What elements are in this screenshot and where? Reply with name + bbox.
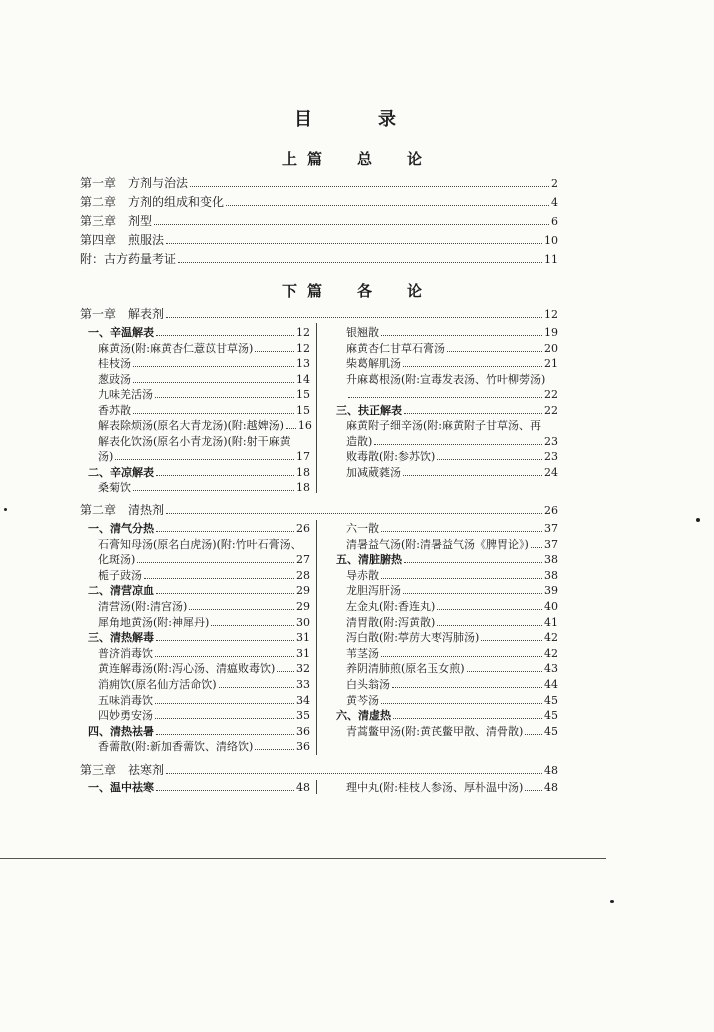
toc-entry-label: 九味羌活汤 xyxy=(98,388,153,401)
toc-entry xyxy=(346,522,558,536)
dot-leader xyxy=(403,466,542,476)
toc-entry-page: 48 xyxy=(296,781,310,794)
toc-entry-label: 一、辛温解表 xyxy=(88,326,154,339)
dot-leader xyxy=(404,553,542,563)
toc-entry-label: 麻黄汤(附:麻黄杏仁薏苡甘草汤) xyxy=(98,341,254,355)
dot-leader xyxy=(154,215,549,225)
toc-entry xyxy=(98,600,310,614)
toc-entry xyxy=(88,584,310,598)
dot-leader xyxy=(190,177,549,187)
toc-entry xyxy=(346,342,558,356)
toc-entry-page: 31 xyxy=(296,646,310,660)
toc-entry-label: 消痈饮(原名仙方活命饮) xyxy=(98,678,217,691)
dot-leader xyxy=(447,342,542,352)
toc-entry xyxy=(346,538,558,552)
toc-entry-label: 四、清热祛暑 xyxy=(88,724,154,738)
column-divider xyxy=(316,780,317,794)
toc-entry xyxy=(346,435,558,449)
toc-entry: 解表化饮汤(原名小青龙汤)(附:射干麻黄 xyxy=(98,434,291,448)
dot-leader xyxy=(525,781,542,791)
toc-entry-page: 36 xyxy=(296,724,310,738)
toc-entry xyxy=(80,252,558,267)
toc-entry-page: 38 xyxy=(544,553,558,567)
toc-entry-page: 19 xyxy=(544,326,558,339)
toc-entry-label: 白头翁汤 xyxy=(346,678,390,691)
scan-edge-line xyxy=(0,858,606,859)
dot-leader xyxy=(392,678,542,688)
dot-leader xyxy=(156,522,294,532)
toc-entry xyxy=(336,404,558,418)
toc-entry-page: 12 xyxy=(296,341,310,355)
toc-entry-page: 16 xyxy=(297,419,312,432)
toc-entry xyxy=(346,450,558,464)
toc-entry xyxy=(80,763,558,778)
toc-entry-page: 21 xyxy=(544,357,558,370)
toc-entry xyxy=(88,631,310,645)
toc-entry-label: 柴葛解肌汤 xyxy=(346,357,401,370)
toc-entry-label: 二、辛凉解表 xyxy=(88,465,154,479)
toc-entry-label: 栀子豉汤 xyxy=(98,568,142,582)
toc-entry-label: 六一散 xyxy=(346,522,379,535)
toc-entry-page: 20 xyxy=(544,341,558,355)
dot-leader xyxy=(155,694,294,704)
dot-leader xyxy=(381,522,542,532)
toc-entry xyxy=(346,678,558,692)
toc-entry-page: 45 xyxy=(544,724,558,738)
toc-entry-page: 30 xyxy=(296,615,310,629)
toc-entry-label: 清胃散(附:泻黄散) xyxy=(346,615,436,629)
toc-entry-page: 45 xyxy=(544,709,558,723)
toc-entry-page: 17 xyxy=(296,450,310,463)
toc-entry-page: 37 xyxy=(544,537,558,551)
toc-entry-label: 第三章 祛寒剂 xyxy=(80,763,165,777)
toc-entry xyxy=(98,481,310,495)
dot-leader xyxy=(156,584,294,594)
dot-leader xyxy=(156,631,294,641)
toc-entry-page: 18 xyxy=(296,481,310,494)
toc-entry xyxy=(346,600,558,614)
dot-leader xyxy=(437,616,542,626)
dot-leader xyxy=(178,253,542,263)
toc-entry-page: 44 xyxy=(544,678,558,691)
toc-entry-label: 泻白散(附:葶苈大枣泻肺汤) xyxy=(346,631,480,645)
toc-entry-label: 造散) xyxy=(346,434,373,448)
toc-entry xyxy=(98,419,310,433)
toc-entry xyxy=(346,584,558,598)
toc-entry-page: 38 xyxy=(544,568,558,582)
toc-entry-label: 一、温中祛寒 xyxy=(88,781,154,794)
dot-leader xyxy=(437,600,542,610)
dot-leader xyxy=(381,569,542,579)
toc-entry-page: 24 xyxy=(544,465,558,479)
toc-entry-label: 苇茎汤 xyxy=(346,646,379,660)
dot-leader xyxy=(156,466,294,476)
toc-entry-page: 28 xyxy=(296,568,310,582)
toc-entry-label: 三、清热解毒 xyxy=(88,631,154,645)
dot-leader xyxy=(166,504,542,514)
toc-entry-page: 39 xyxy=(544,584,558,598)
toc-entry xyxy=(98,740,310,754)
toc-entry xyxy=(346,694,558,708)
dot-leader xyxy=(189,600,294,610)
toc-entry-page: 14 xyxy=(296,372,310,386)
dot-leader xyxy=(166,764,542,774)
toc-entry-label: 三、扶正解表 xyxy=(336,403,402,417)
toc-entry-label: 第一章 解表剂 xyxy=(80,307,165,321)
toc-entry-label: 香苏散 xyxy=(98,403,131,417)
toc-entry-page: 40 xyxy=(544,600,558,613)
toc-entry xyxy=(346,662,558,676)
toc-entry xyxy=(346,616,558,630)
dot-leader xyxy=(144,569,294,579)
toc-entry xyxy=(98,388,310,402)
dot-leader xyxy=(133,404,294,414)
toc-entry-label: 化斑汤) xyxy=(98,553,136,567)
dot-leader xyxy=(525,725,542,735)
toc-entry-label: 第二章 方剂的组成和变化 xyxy=(80,195,225,209)
toc-entry-label: 理中丸(附:桂枝人参汤、厚朴温中汤) xyxy=(346,781,524,794)
dot-leader xyxy=(437,450,542,460)
toc-entry xyxy=(88,466,310,480)
toc-entry xyxy=(346,569,558,583)
dot-leader xyxy=(156,725,294,735)
toc-entry-label: 第四章 煎服法 xyxy=(80,233,165,247)
toc-entry xyxy=(346,781,558,795)
dot-leader xyxy=(133,481,294,491)
dot-leader xyxy=(155,647,294,657)
toc-entry-page: 42 xyxy=(544,631,558,645)
toc-entry-page: 29 xyxy=(296,600,310,613)
dot-leader xyxy=(156,326,294,336)
toc-entry-label: 解表除烦汤(原名大青龙汤)(附:越婢汤) xyxy=(98,419,284,432)
dot-leader xyxy=(155,388,294,398)
toc-entry-label: 清营汤(附:清宫汤) xyxy=(98,600,188,613)
toc-entry xyxy=(88,326,310,340)
scan-speck xyxy=(4,508,7,511)
dot-leader xyxy=(381,326,542,336)
dot-leader xyxy=(226,196,549,206)
toc-entry xyxy=(98,357,310,371)
toc-entry-label: 黄芩汤 xyxy=(346,693,379,707)
toc-entry-label: 左金丸(附:香连丸) xyxy=(346,600,436,613)
toc-entry xyxy=(98,662,310,676)
toc-entry-label: 导赤散 xyxy=(346,568,379,582)
dot-leader xyxy=(133,357,294,367)
toc-entry-label: 香薷散(附:新加香薷饮、清络饮) xyxy=(98,740,254,754)
toc-entry xyxy=(98,694,310,708)
dot-leader xyxy=(137,553,294,563)
toc-entry-page: 48 xyxy=(544,764,558,777)
dot-leader xyxy=(481,631,542,641)
dot-leader xyxy=(374,435,542,445)
toc-entry xyxy=(80,233,558,248)
toc-entry-page: 45 xyxy=(544,693,558,707)
toc-entry xyxy=(346,326,558,340)
toc-entry-page: 12 xyxy=(296,326,310,339)
toc-entry xyxy=(98,404,310,418)
toc-entry-label: 清暑益气汤(附:清暑益气汤《脾胃论》) xyxy=(346,537,529,551)
toc-entry-page: 48 xyxy=(544,781,558,794)
toc-entry xyxy=(336,553,558,567)
dot-leader xyxy=(381,694,542,704)
toc-entry-page: 33 xyxy=(296,678,310,691)
column-divider xyxy=(316,520,317,755)
toc-entry-page: 35 xyxy=(296,709,310,723)
toc-entry xyxy=(98,569,310,583)
toc-entry-label: 犀角地黄汤(附:神犀丹) xyxy=(98,615,210,629)
dot-leader xyxy=(166,234,542,244)
toc-entry-label: 败毒散(附:参苏饮) xyxy=(346,450,436,463)
toc-entry-label: 第三章 剂型 xyxy=(80,214,153,228)
toc-entry-page: 12 xyxy=(544,308,558,321)
column-divider xyxy=(316,323,317,493)
toc-entry xyxy=(80,214,558,229)
toc-entry-page: 42 xyxy=(544,646,558,660)
toc-entry xyxy=(80,176,558,191)
toc-entry-page: 31 xyxy=(296,631,310,645)
toc-entry-page: 43 xyxy=(544,662,558,676)
dot-leader xyxy=(133,373,294,383)
toc-entry-page: 2 xyxy=(551,177,558,190)
part2-heading: 下篇 各 论 xyxy=(281,282,432,300)
toc-entry-label: 黄连解毒汤(附:泻心汤、清瘟败毒饮) xyxy=(98,662,276,676)
toc-entry-page: 32 xyxy=(296,662,310,676)
toc-entry xyxy=(346,647,558,661)
toc-entry-page: 4 xyxy=(551,196,558,209)
toc-entry-label: 二、清营凉血 xyxy=(88,584,154,598)
dot-leader xyxy=(467,662,542,672)
toc-entry-page: 13 xyxy=(296,357,310,370)
toc-entry xyxy=(346,466,558,480)
toc-entry-label: 葱豉汤 xyxy=(98,372,131,386)
toc-entry xyxy=(98,553,310,567)
toc-entry-page: 6 xyxy=(551,215,558,228)
toc-entry-label: 第一章 方剂与治法 xyxy=(80,176,189,190)
toc-entry-page: 22 xyxy=(544,403,558,417)
dot-leader xyxy=(286,419,296,429)
toc-entry xyxy=(98,342,310,356)
toc-entry xyxy=(98,647,310,661)
toc-entry xyxy=(346,631,558,645)
toc-entry-page: 29 xyxy=(296,584,310,598)
toc-entry xyxy=(98,450,310,464)
dot-leader xyxy=(219,678,294,688)
toc-entry-page: 18 xyxy=(296,465,310,479)
toc-entry-label: 第二章 清热剂 xyxy=(80,503,165,517)
toc-entry-page: 15 xyxy=(296,403,310,417)
toc-entry-label: 银翘散 xyxy=(346,326,379,339)
toc-entry-page: 27 xyxy=(296,553,310,567)
toc-entry xyxy=(88,522,310,536)
dot-leader xyxy=(255,740,294,750)
toc-entry-page: 23 xyxy=(544,434,558,448)
dot-leader xyxy=(381,647,542,657)
dot-leader xyxy=(404,404,542,414)
toc-entry-page: 26 xyxy=(296,522,310,535)
toc-entry-page: 15 xyxy=(296,388,310,401)
dot-leader xyxy=(403,584,542,594)
toc-entry xyxy=(98,709,310,723)
toc-entry-page: 26 xyxy=(544,504,558,517)
toc-entry xyxy=(346,388,558,402)
dot-leader xyxy=(255,342,294,352)
toc-entry-label: 加减葳蕤汤 xyxy=(346,465,401,479)
dot-leader xyxy=(348,388,542,398)
dot-leader xyxy=(277,662,294,672)
page-title: 目 录 xyxy=(294,109,420,130)
dot-leader xyxy=(166,308,542,318)
toc-entry-label: 六、清虚热 xyxy=(336,709,391,723)
toc-entry-label: 附：古方药量考证 xyxy=(80,252,177,266)
toc-entry xyxy=(336,709,558,723)
dot-leader xyxy=(155,709,294,719)
part1-heading: 上篇 总 论 xyxy=(281,150,432,168)
toc-entry-label: 桂枝汤 xyxy=(98,357,131,370)
toc-entry xyxy=(346,725,558,739)
toc-entry-page: 41 xyxy=(544,615,558,629)
toc-entry: 升麻葛根汤(附:宣毒发表汤、竹叶柳蒡汤) xyxy=(346,372,546,386)
toc-entry-label: 龙胆泻肝汤 xyxy=(346,584,401,598)
toc-entry-label: 四妙勇安汤 xyxy=(98,709,153,723)
toc-entry-label: 麻黄杏仁甘草石膏汤 xyxy=(346,341,445,355)
toc-entry xyxy=(80,503,558,518)
toc-entry xyxy=(98,678,310,692)
toc-entry xyxy=(98,616,310,630)
toc-entry xyxy=(88,725,310,739)
dot-leader xyxy=(211,616,294,626)
toc-entry-label: 五、清脏腑热 xyxy=(336,553,402,567)
toc-entry-page: 11 xyxy=(544,253,558,266)
toc-entry xyxy=(346,357,558,371)
toc-entry-label: 养阴清肺煎(原名玉女煎) xyxy=(346,662,465,676)
toc-entry-page: 10 xyxy=(544,234,558,247)
toc-entry xyxy=(88,781,310,795)
toc-entry xyxy=(80,195,558,210)
toc-entry-page: 23 xyxy=(544,450,558,463)
toc-entry-page: 36 xyxy=(296,740,310,754)
toc-entry-label: 桑菊饮 xyxy=(98,481,131,494)
toc-entry-label: 青蒿鳖甲汤(附:黄芪鳖甲散、清骨散) xyxy=(346,724,524,738)
toc-entry-label: 五味消毒饮 xyxy=(98,693,153,707)
scan-speck xyxy=(696,518,700,522)
dot-leader xyxy=(531,538,542,548)
dot-leader xyxy=(115,450,294,460)
toc-entry-page: 34 xyxy=(296,693,310,707)
toc-entry-label: 汤) xyxy=(98,450,114,463)
toc-entry-label: 普济消毒饮 xyxy=(98,646,153,660)
dot-leader xyxy=(393,709,542,719)
toc-entry xyxy=(98,373,310,387)
toc-entry: 石膏知母汤(原名白虎汤)(附:竹叶石膏汤、 xyxy=(98,537,302,551)
toc-entry: 麻黄附子细辛汤(附:麻黄附子甘草汤、再 xyxy=(346,419,541,432)
dot-leader xyxy=(156,781,294,791)
toc-entry-page: 37 xyxy=(544,522,558,535)
toc-entry-label: 一、清气分热 xyxy=(88,522,154,535)
dot-leader xyxy=(403,357,542,367)
toc-entry-page: 22 xyxy=(544,388,558,401)
toc-entry xyxy=(80,307,558,322)
scan-speck xyxy=(610,900,614,903)
